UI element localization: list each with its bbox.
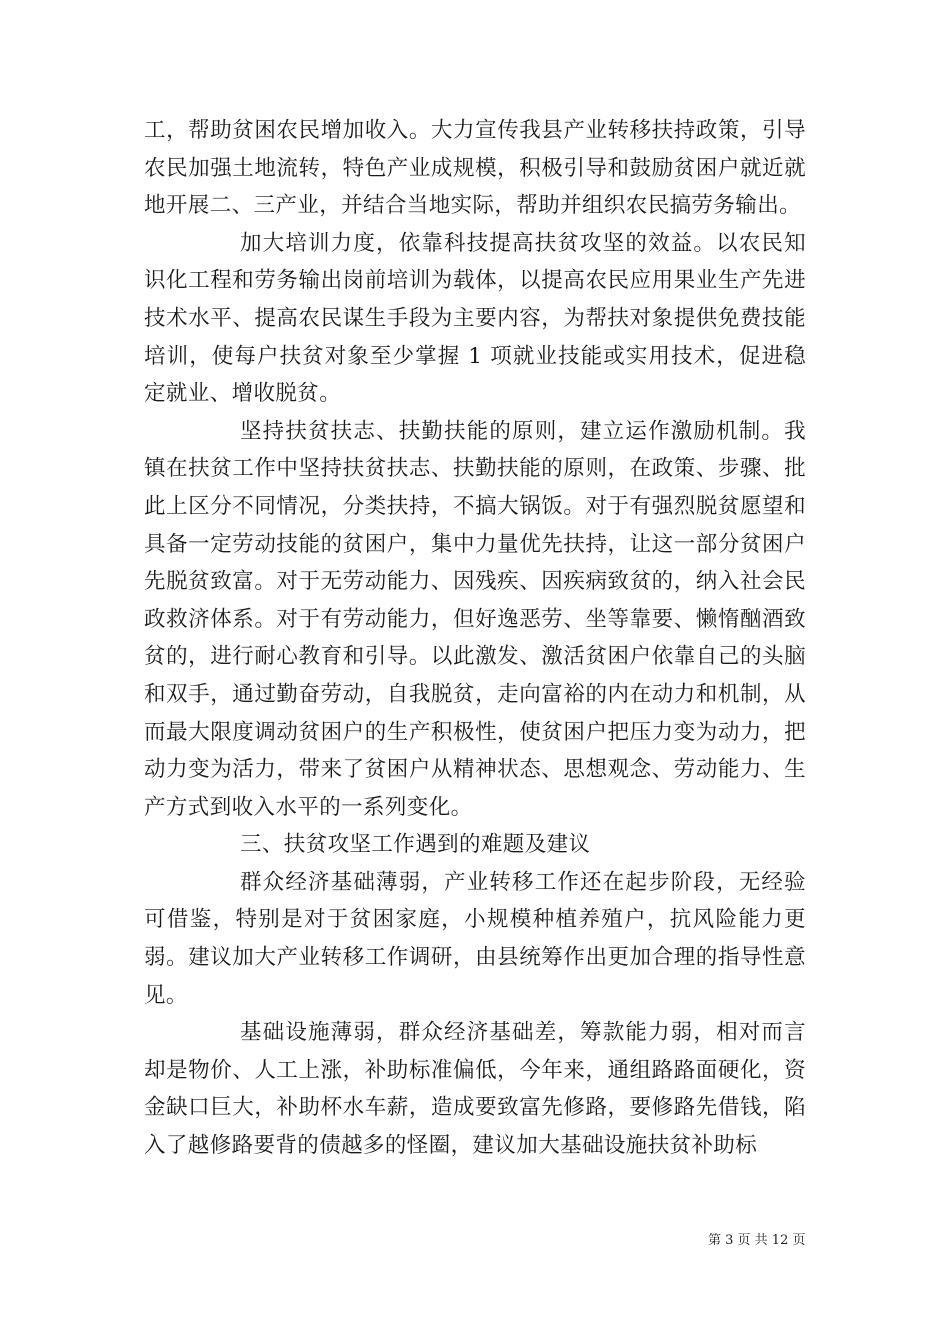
paragraph-incentive-mechanism: 坚持扶贫扶志、扶勤扶能的原则，建立运作激励机制。我镇在扶贫工作中坚持扶贫扶志、扶勤扶能的原则，在政策、步骤、批此上区分不同情况，分类扶持，不搞大锅饭。对于有强烈脱贫愿望和具备一定劳动技能的贫困户，集中力量优先扶持，让这一部分贫困户先脱贫致富。对于无劳动能力、因残疾、因疾病致贫的，纳入社会民政救济体系。对于有劳动能力，但好逸恶劳、坐等靠要、懒惰酗酒致贫的，进行耐心教育和引导。以此激发、激活贫困户依靠自己的头脑和双手，通过勤奋劳动，自我脱贫，走向富裕的内在动力和机制，从而最大限度调动贫困户的生产积极性，使贫困户把压力变为动力，把动力变为活力，带来了贫困户从精神状态、思想观念、劳动能力、生产方式到收入水平的一系列变化。 [144,418,806,820]
section-heading: 三、扶贫攻坚工作遇到的难题及建议 [240,832,591,858]
document-body [144,112,806,1165]
paragraph-infrastructure: 基础设施薄弱，群众经济基础差，筹款能力弱，相对而言却是物价、人工上涨，补助标准偏低，今年来，通组路路面硬化，资金缺口巨大，补助杯水车薪，造成要致富先修路，要修路先借钱，陷入了越修路要背的债越多的怪圈，建议加大基础设施扶贫补助标 [144,1020,806,1159]
paragraph-economic-base: 群众经济基础薄弱，产业转移工作还在起步阶段，无经验可借鉴，特别是对于贫困家庭，小规模种植养殖户，抗风险能力更弱。建议加大产业转移工作调研，由县统筹作出更加合理的指导性意见。 [144,869,806,1008]
page-number-footer: 第 3 页 共 12 页 [708,1233,806,1248]
paragraph-continuation: 工，帮助贫困农民增加收入。大力宣传我县产业转移扶持政策，引导农民加强土地流转，特色产业成规模，积极引导和鼓励贫困户就近就地开展二、三产业，并结合当地实际，帮助并组织农民搞劳务输出。 [144,118,806,219]
paragraph-training: 加大培训力度，依靠科技提高扶贫攻坚的效益。以农民知识化工程和劳务输出岗前培训为载体，以提高农民应用果业生产先进技术水平、提高农民谋生手段为主要内容，为帮扶对象提供免费技能培训，使每户扶贫对象至少掌握 1 项就业技能或实用技术，促进稳定就业、增收脱贫。 [144,230,806,407]
